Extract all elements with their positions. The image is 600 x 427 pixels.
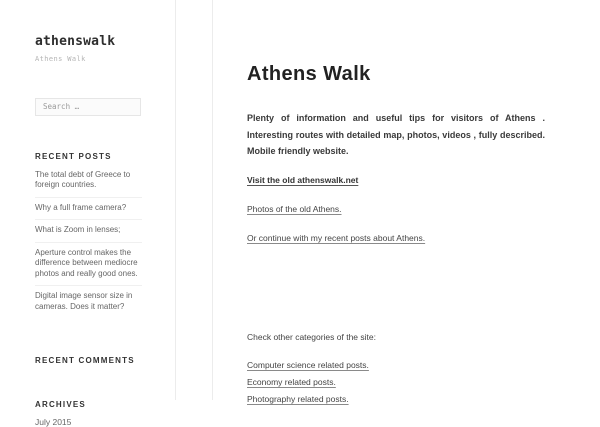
recent-posts-about-athens-link[interactable]: Or continue with my recent posts about Athens.	[247, 232, 426, 243]
recent-comments-heading: RECENT COMMENTS	[35, 356, 135, 365]
archive-link[interactable]: July 2015	[35, 417, 72, 427]
intro-text: Plenty of information and useful tips for visitors of Athens . Interesting routes with detailed map, photos, videos , fully described. Mobile friendly website.	[247, 113, 545, 156]
recent-post-link[interactable]: Aperture control makes the difference between mediocre photos and really good ones.	[35, 243, 142, 287]
category-links	[247, 356, 556, 407]
category-link-economy[interactable]: Economy related posts.	[247, 376, 336, 387]
archives-list	[35, 417, 141, 427]
search-input[interactable]	[35, 98, 141, 116]
site-tagline: Athens Walk	[35, 55, 86, 63]
old-photos-link[interactable]: Photos of the old Athens.	[247, 203, 342, 214]
categories-heading: Check other categories of the site:	[247, 331, 376, 342]
recent-post-link[interactable]: Why a full frame camera?	[35, 198, 142, 221]
site-title[interactable]: athenswalk	[35, 34, 116, 49]
recent-posts-heading: RECENT POSTS	[35, 151, 112, 161]
page-title: Athens Walk	[247, 63, 371, 85]
main-content	[212, 0, 600, 404]
search-box	[35, 96, 141, 116]
category-link-photography[interactable]: Photography related posts.	[247, 393, 349, 404]
recent-posts-list	[35, 168, 142, 319]
recent-post-link[interactable]: The total debt of Greece to foreign countries.	[35, 168, 142, 198]
recent-post-link[interactable]: Digital image sensor size in cameras. Does it matter?	[35, 291, 133, 311]
main-links	[247, 173, 556, 244]
old-site-link[interactable]: Visit the old athenswalk.net	[247, 174, 359, 185]
sidebar	[0, 0, 176, 427]
category-link-computer-science[interactable]: Computer science related posts.	[247, 359, 369, 370]
recent-post-link[interactable]: What is Zoom in lenses;	[35, 220, 142, 243]
archives-heading: ARCHIVES	[35, 400, 86, 409]
